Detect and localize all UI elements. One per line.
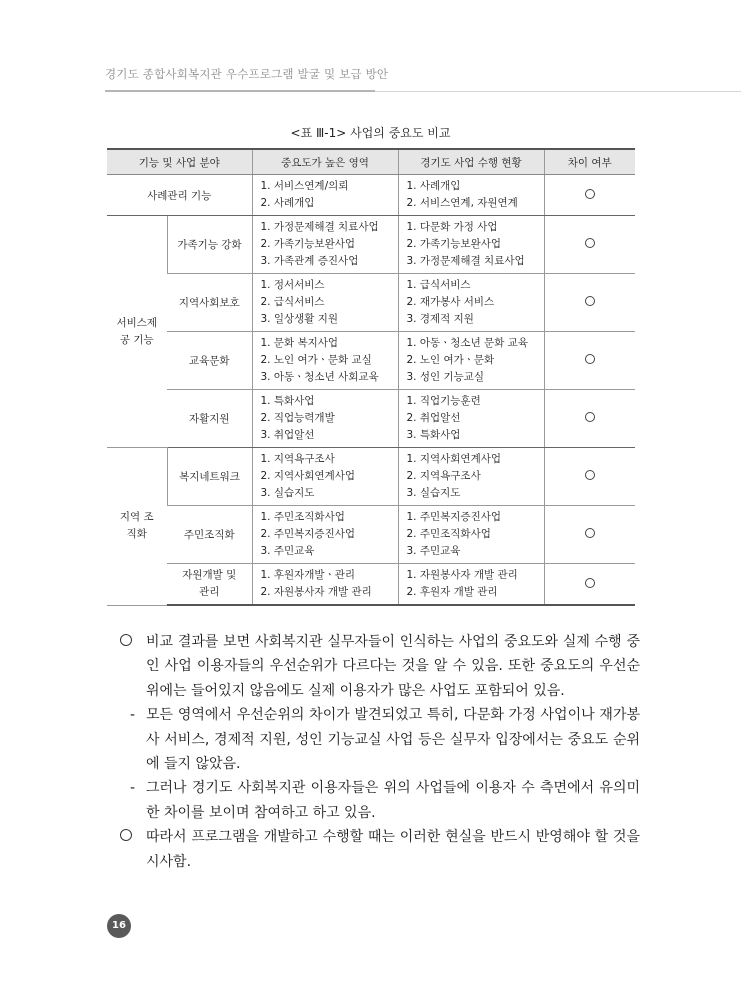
list-item: 2. 급식서비스 — [260, 296, 325, 308]
important-list — [252, 564, 398, 606]
table-row — [107, 175, 635, 216]
list-item: 2. 지역욕구조사 — [406, 470, 481, 482]
circle-mark-icon — [585, 296, 595, 306]
difference-cell — [544, 448, 635, 506]
list-item: 2. 서비스연계, 자원연계 — [406, 197, 518, 209]
circle-bullet-icon — [120, 634, 132, 646]
sub-paragraph — [120, 703, 640, 776]
circle-mark-icon — [585, 412, 595, 422]
current-list — [398, 216, 544, 274]
running-header: 경기도 종합사회복지관 우수프로그램 발굴 및 보급 방안 — [105, 67, 389, 81]
list-item: 3. 가족관계 증진사업 — [260, 255, 359, 267]
header-difference: 차이 여부 — [544, 149, 635, 175]
table-caption: <표 Ⅲ-1> 사업의 중요도 비교 — [290, 126, 451, 140]
difference-cell — [544, 175, 635, 216]
difference-cell — [544, 390, 635, 448]
circle-mark-icon — [585, 528, 595, 538]
list-item: 2. 주민복지증진사업 — [260, 528, 355, 540]
important-list — [252, 506, 398, 564]
current-list — [398, 175, 544, 216]
circle-mark-icon — [585, 189, 595, 199]
list-item: 1. 후원자개발ㆍ관리 — [260, 569, 355, 581]
group-label: 서비스제 공 기능 — [107, 216, 167, 448]
area-label: 지역사회보호 — [167, 274, 252, 332]
header-rule-extension — [375, 91, 741, 92]
list-item: 3. 성인 기능교실 — [406, 371, 485, 383]
list-item: 1. 서비스연계/의뢰 — [260, 180, 349, 192]
list-item: 1. 자원봉사자 개발 관리 — [406, 569, 518, 581]
list-item: 3. 특화사업 — [406, 429, 461, 441]
list-item: 2. 자원봉사자 개발 관리 — [260, 586, 372, 598]
list-item: 2. 노인 여가ㆍ문화 교실 — [260, 354, 372, 366]
list-item: 2. 사례개입 — [260, 197, 315, 209]
list-item: 1. 정서서비스 — [260, 279, 325, 291]
difference-cell — [544, 332, 635, 390]
table-row — [107, 274, 635, 332]
header-current: 경기도 사업 수행 현황 — [398, 149, 544, 175]
list-item: 1. 특화사업 — [260, 395, 315, 407]
list-item: 1. 아동ㆍ청소년 문화 교육 — [406, 337, 528, 349]
list-item: 1. 다문화 가정 사업 — [406, 221, 498, 233]
list-item: 2. 재가봉사 서비스 — [406, 296, 495, 308]
list-item: 1. 가정문제해결 치료사업 — [260, 221, 379, 233]
paragraph-text: 모든 영역에서 우선순위의 차이가 발견되었고 특히, 다문화 가정 사업이나 재가봉사 서비스, 경제적 지원, 성인 기능교실 사업 등은 실무자 입장에서는 중요도 순위에 들지 않았음. — [146, 707, 640, 773]
list-item: 2. 가족기능보완사업 — [406, 238, 501, 250]
table-row — [107, 332, 635, 390]
page-number: 16 — [107, 914, 131, 938]
list-item: 1. 주민복지증진사업 — [406, 511, 501, 523]
list-item: 2. 노인 여가ㆍ문화 — [406, 354, 495, 366]
list-item: 1. 문화 복지사업 — [260, 337, 339, 349]
area-label: 자활지원 — [167, 390, 252, 448]
difference-cell — [544, 564, 635, 606]
list-item: 2. 가족기능보완사업 — [260, 238, 355, 250]
current-list — [398, 332, 544, 390]
circle-mark-icon — [585, 578, 595, 588]
list-item: 3. 일상생활 지원 — [260, 313, 339, 325]
list-item: 1. 지역욕구조사 — [260, 453, 335, 465]
paragraph-text: 그러나 경기도 사회복지관 이용자들은 위의 사업들에 이용자 수 측면에서 유의미한 차이를 보이며 참여하고 하고 있음. — [146, 780, 640, 821]
circle-mark-icon — [585, 238, 595, 248]
list-item: 3. 가정문제해결 치료사업 — [406, 255, 525, 267]
list-item: 2. 지역사회연계사업 — [260, 470, 355, 482]
table-row — [107, 564, 635, 606]
list-item: 3. 실습지도 — [260, 487, 315, 499]
group-label: 사례관리 기능 — [107, 175, 252, 216]
header-function: 기능 및 사업 분야 — [107, 149, 252, 175]
circle-bullet-icon — [120, 829, 132, 841]
list-item: 2. 주민조직화사업 — [406, 528, 491, 540]
comparison-table — [107, 148, 635, 606]
important-list — [252, 216, 398, 274]
important-list — [252, 332, 398, 390]
list-item: 2. 취업알선 — [406, 412, 461, 424]
current-list — [398, 564, 544, 606]
header-important: 중요도가 높은 영역 — [252, 149, 398, 175]
paragraph — [120, 825, 640, 874]
area-label: 교육문화 — [167, 332, 252, 390]
list-item: 3. 경제적 지원 — [406, 313, 474, 325]
paragraph-text: 따라서 프로그램을 개발하고 수행할 때는 이러한 현실을 반드시 반영해야 할 것을 시사함. — [146, 829, 640, 870]
list-item: 2. 후원자 개발 관리 — [406, 586, 498, 598]
group-label: 지역 조직화 — [107, 448, 167, 606]
list-item: 1. 직업기능훈련 — [406, 395, 481, 407]
list-item: 2. 직업능력개발 — [260, 412, 335, 424]
table-header-row — [107, 149, 635, 175]
area-label: 자원개발 및 관리 — [167, 564, 252, 606]
important-list — [252, 274, 398, 332]
area-label: 복지네트워크 — [167, 448, 252, 506]
list-item: 1. 주민조직화사업 — [260, 511, 345, 523]
list-item: 1. 지역사회연계사업 — [406, 453, 501, 465]
dash-marker: - — [130, 780, 136, 797]
list-item: 3. 실습지도 — [406, 487, 461, 499]
list-item: 1. 급식서비스 — [406, 279, 471, 291]
area-label: 가족기능 강화 — [167, 216, 252, 274]
table-row — [107, 448, 635, 506]
difference-cell — [544, 274, 635, 332]
header-rule — [105, 90, 375, 92]
list-item: 3. 주민교육 — [406, 545, 461, 557]
difference-cell — [544, 216, 635, 274]
body-text — [120, 630, 640, 874]
current-list — [398, 390, 544, 448]
current-list — [398, 274, 544, 332]
list-item: 3. 주민교육 — [260, 545, 315, 557]
circle-mark-icon — [585, 470, 595, 480]
important-list — [252, 448, 398, 506]
area-label: 주민조직화 — [167, 506, 252, 564]
table-row — [107, 216, 635, 274]
dash-marker: - — [130, 707, 136, 724]
current-list — [398, 448, 544, 506]
important-list — [252, 175, 398, 216]
table-row — [107, 390, 635, 448]
difference-cell — [544, 506, 635, 564]
current-list — [398, 506, 544, 564]
list-item: 1. 사례개입 — [406, 180, 461, 192]
sub-paragraph — [120, 776, 640, 825]
paragraph — [120, 630, 640, 703]
circle-mark-icon — [585, 354, 595, 364]
table-row — [107, 506, 635, 564]
list-item: 3. 아동ㆍ청소년 사회교육 — [260, 371, 379, 383]
important-list — [252, 390, 398, 448]
paragraph-text: 비교 결과를 보면 사회복지관 실무자들이 인식하는 사업의 중요도와 실제 수행 중인 사업 이용자들의 우선순위가 다르다는 것을 알 수 있음. 또한 중요도의 우선순위에는 들어있지 않음에도 실제 이용자가 많은 사업도 포함되어 있음. — [146, 634, 640, 699]
list-item: 3. 취업알선 — [260, 429, 315, 441]
